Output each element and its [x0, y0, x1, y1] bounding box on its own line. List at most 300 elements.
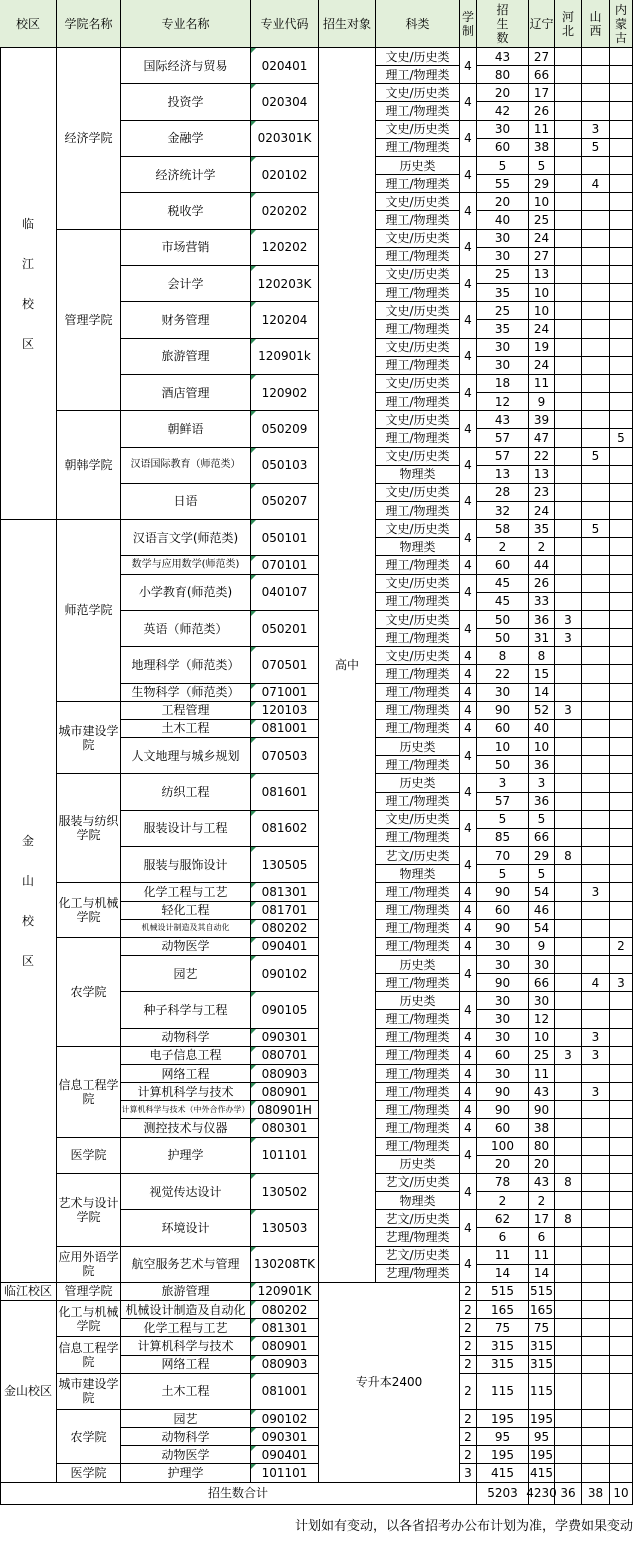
major-name: 护理学	[121, 1464, 251, 1482]
neimenggu-cell	[610, 1283, 633, 1301]
subject-cell: 理工/物理类	[376, 702, 460, 720]
hebei-cell	[555, 393, 582, 411]
major-code: 090301	[251, 1029, 319, 1047]
major-code: 081301	[251, 1319, 319, 1337]
years-cell: 2	[460, 1428, 477, 1446]
enroll-cell: 10	[477, 738, 529, 756]
major-code: 070503	[251, 738, 319, 774]
major-name: 汉语国际教育（师范类）	[121, 448, 251, 484]
enroll-cell: 2	[477, 538, 529, 556]
shanxi-cell	[582, 793, 610, 811]
footer-note: 计划如有变动，以各省招考办公布计划为准，学费如果变动	[294, 1519, 633, 1534]
hebei-cell	[555, 1101, 582, 1119]
hebei-cell	[555, 375, 582, 393]
major-name: 金融学	[121, 121, 251, 157]
enroll-cell: 50	[477, 629, 529, 647]
college-cell: 艺术与设计学院	[57, 1174, 121, 1247]
shanxi-cell	[582, 1228, 610, 1246]
shanxi-cell	[582, 1464, 610, 1482]
shanxi-cell	[582, 665, 610, 683]
liaoning-cell: 26	[529, 102, 555, 120]
years-cell: 4	[460, 48, 477, 84]
neimenggu-cell	[610, 1010, 633, 1028]
shanxi-cell: 4	[582, 175, 610, 193]
major-name: 动物科学	[121, 1029, 251, 1047]
major-code: 020202	[251, 193, 319, 229]
major-name: 土木工程	[121, 1374, 251, 1410]
shanxi-cell	[582, 266, 610, 284]
college-cell: 应用外语学院	[57, 1247, 121, 1283]
major-name: 网络工程	[121, 1356, 251, 1374]
enroll-cell: 25	[477, 302, 529, 320]
shanxi-cell	[582, 48, 610, 66]
enroll-cell: 115	[477, 1374, 529, 1410]
header-shanxi: 山 西	[582, 0, 610, 48]
header-years: 学 制	[460, 0, 477, 48]
major-name: 人文地理与城乡规划	[121, 738, 251, 774]
hebei-cell	[555, 992, 582, 1010]
liaoning-cell: 38	[529, 139, 555, 157]
shanxi-cell	[582, 593, 610, 611]
enroll-cell: 30	[477, 339, 529, 357]
hebei-cell	[555, 920, 582, 938]
hebei-cell	[555, 1283, 582, 1301]
liaoning-cell: 115	[529, 1374, 555, 1410]
years-cell: 4	[460, 266, 477, 302]
subject-cell: 历史类	[376, 157, 460, 175]
hebei-cell	[555, 1065, 582, 1083]
enroll-cell: 90	[477, 883, 529, 901]
major-name: 航空服务艺术与管理	[121, 1247, 251, 1283]
shanxi-cell	[582, 302, 610, 320]
major-name: 动物医学	[121, 1446, 251, 1464]
subject-cell: 理工/物理类	[376, 139, 460, 157]
liaoning-cell: 36	[529, 793, 555, 811]
years-cell: 2	[460, 1319, 477, 1337]
major-name: 护理学	[121, 1138, 251, 1174]
subject-cell: 历史类	[376, 774, 460, 792]
shanxi-cell	[582, 66, 610, 84]
neimenggu-cell	[610, 193, 633, 211]
major-name: 化学工程与工艺	[121, 1319, 251, 1337]
years-cell: 4	[460, 883, 477, 901]
shanxi-cell	[582, 629, 610, 647]
subject-cell: 理工/物理类	[376, 211, 460, 229]
liaoning-cell: 19	[529, 339, 555, 357]
neimenggu-cell	[610, 1156, 633, 1174]
enroll-cell: 60	[477, 902, 529, 920]
major-name: 税收学	[121, 193, 251, 229]
enroll-cell: 57	[477, 429, 529, 447]
enroll-cell: 14	[477, 1265, 529, 1283]
neimenggu-cell	[610, 375, 633, 393]
shanxi-cell	[582, 502, 610, 520]
years-cell: 4	[460, 1047, 477, 1065]
hebei-cell	[555, 448, 582, 466]
major-code: 050201	[251, 611, 319, 647]
hebei-cell	[555, 811, 582, 829]
major-name: 小学教育(师范类)	[121, 575, 251, 611]
neimenggu-cell	[610, 121, 633, 139]
hebei-cell	[555, 339, 582, 357]
hebei-cell	[555, 1265, 582, 1283]
major-name: 化学工程与工艺	[121, 883, 251, 901]
enroll-cell: 30	[477, 248, 529, 266]
hebei-cell	[555, 1319, 582, 1337]
subject-cell: 艺理/物理类	[376, 1265, 460, 1283]
subject-cell: 文史/历史类	[376, 48, 460, 66]
subject-cell: 文史/历史类	[376, 230, 460, 248]
years-cell: 4	[460, 556, 477, 574]
years-cell: 4	[460, 157, 477, 193]
shanxi-cell	[582, 1174, 610, 1192]
major-name: 环境设计	[121, 1210, 251, 1246]
hebei-cell	[555, 956, 582, 974]
shanxi-cell	[582, 556, 610, 574]
liaoning-cell: 33	[529, 593, 555, 611]
shanxi-cell	[582, 1283, 610, 1301]
hebei-cell	[555, 665, 582, 683]
enroll-cell: 30	[477, 1065, 529, 1083]
major-code: 071001	[251, 684, 319, 702]
header-hebei: 河 北	[555, 0, 582, 48]
major-code: 070101	[251, 556, 319, 574]
enroll-cell: 5	[477, 811, 529, 829]
enroll-cell: 195	[477, 1446, 529, 1464]
enroll-cell: 62	[477, 1210, 529, 1228]
liaoning-cell: 47	[529, 429, 555, 447]
liaoning-cell: 75	[529, 1319, 555, 1337]
major-code: 020102	[251, 157, 319, 193]
liaoning-cell: 2	[529, 538, 555, 556]
shanxi-cell	[582, 484, 610, 502]
neimenggu-cell	[610, 1138, 633, 1156]
enroll-cell: 60	[477, 720, 529, 738]
neimenggu-cell: 2	[610, 938, 633, 956]
liaoning-cell: 5	[529, 157, 555, 175]
liaoning-cell: 315	[529, 1356, 555, 1374]
enroll-cell: 315	[477, 1356, 529, 1374]
neimenggu-cell	[610, 684, 633, 702]
neimenggu-cell: 3	[610, 974, 633, 992]
subject-cell: 理工/物理类	[376, 720, 460, 738]
subject-cell: 文史/历史类	[376, 448, 460, 466]
liaoning-cell: 25	[529, 211, 555, 229]
shanxi-cell	[582, 738, 610, 756]
shanxi-cell	[582, 1374, 610, 1410]
major-code: 090401	[251, 1446, 319, 1464]
hebei-cell: 3	[555, 629, 582, 647]
hebei-cell	[555, 193, 582, 211]
shanxi-cell	[582, 611, 610, 629]
liaoning-cell: 24	[529, 320, 555, 338]
years-cell: 2	[460, 1356, 477, 1374]
shanxi-cell	[582, 1356, 610, 1374]
subject-cell: 理工/物理类	[376, 829, 460, 847]
enroll-cell: 13	[477, 466, 529, 484]
enroll-cell: 60	[477, 1119, 529, 1137]
subject-cell: 理工/物理类	[376, 883, 460, 901]
hebei-cell	[555, 48, 582, 66]
neimenggu-cell	[610, 629, 633, 647]
shanxi-cell	[582, 1192, 610, 1210]
hebei-cell	[555, 865, 582, 883]
enroll-cell: 85	[477, 829, 529, 847]
liaoning-cell: 415	[529, 1464, 555, 1482]
subject-cell: 文史/历史类	[376, 520, 460, 538]
target-cell: 高中	[319, 48, 376, 1283]
major-name: 电子信息工程	[121, 1047, 251, 1065]
major-code: 120901K	[251, 1283, 319, 1301]
neimenggu-cell	[610, 484, 633, 502]
liaoning-cell: 11	[529, 375, 555, 393]
major-code: 080903	[251, 1356, 319, 1374]
hebei-cell	[555, 1029, 582, 1047]
years-cell: 4	[460, 938, 477, 956]
liaoning-cell: 66	[529, 829, 555, 847]
enroll-cell: 70	[477, 847, 529, 865]
liaoning-cell: 10	[529, 193, 555, 211]
subject-cell: 理工/物理类	[376, 393, 460, 411]
major-code: 020401	[251, 48, 319, 84]
neimenggu-cell	[610, 211, 633, 229]
major-code: 120204	[251, 302, 319, 338]
major-code: 080903	[251, 1065, 319, 1083]
shanxi-cell	[582, 230, 610, 248]
header-subject: 科类	[376, 0, 460, 48]
shanxi-cell	[582, 938, 610, 956]
major-code: 130208TK	[251, 1247, 319, 1283]
enroll-cell: 30	[477, 1010, 529, 1028]
enroll-cell: 57	[477, 448, 529, 466]
header-college: 学院名称	[57, 0, 121, 48]
hebei-cell	[555, 756, 582, 774]
major-name: 会计学	[121, 266, 251, 302]
liaoning-cell: 11	[529, 121, 555, 139]
neimenggu-cell	[610, 66, 633, 84]
shanxi-cell	[582, 811, 610, 829]
neimenggu-cell	[610, 1192, 633, 1210]
college-cell: 信息工程学院	[57, 1337, 121, 1373]
neimenggu-cell	[610, 647, 633, 665]
enroll-cell: 35	[477, 284, 529, 302]
major-name: 计算机科学与技术	[121, 1337, 251, 1355]
major-name: 市场营销	[121, 230, 251, 266]
hebei-cell	[555, 1228, 582, 1246]
hebei-cell	[555, 774, 582, 792]
neimenggu-cell	[610, 448, 633, 466]
major-name: 生物科学（师范类）	[121, 684, 251, 702]
shanxi-cell	[582, 157, 610, 175]
neimenggu-cell	[610, 1047, 633, 1065]
subject-cell: 理工/物理类	[376, 1029, 460, 1047]
shanxi-cell	[582, 774, 610, 792]
neimenggu-cell	[610, 883, 633, 901]
neimenggu-cell	[610, 102, 633, 120]
subject-cell: 文史/历史类	[376, 121, 460, 139]
enroll-cell: 515	[477, 1283, 529, 1301]
neimenggu-cell	[610, 1356, 633, 1374]
neimenggu-cell	[610, 84, 633, 102]
liaoning-cell: 12	[529, 1010, 555, 1028]
major-code: 080202	[251, 920, 319, 938]
shanxi-cell	[582, 1301, 610, 1319]
hebei-cell: 3	[555, 611, 582, 629]
years-cell: 4	[460, 811, 477, 847]
major-name: 旅游管理	[121, 339, 251, 375]
major-code: 050101	[251, 520, 319, 556]
hebei-cell	[555, 883, 582, 901]
enroll-cell: 20	[477, 84, 529, 102]
shanxi-cell	[582, 1410, 610, 1428]
major-name: 经济统计学	[121, 157, 251, 193]
shanxi-cell	[582, 429, 610, 447]
liaoning-cell: 46	[529, 902, 555, 920]
hebei-cell	[555, 556, 582, 574]
subject-cell: 理工/物理类	[376, 756, 460, 774]
shanxi-cell: 3	[582, 1029, 610, 1047]
header-liaoning: 辽宁	[529, 0, 555, 48]
major-code: 050209	[251, 411, 319, 447]
enroll-cell: 28	[477, 484, 529, 502]
shanxi-cell	[582, 756, 610, 774]
major-name: 投资学	[121, 84, 251, 120]
liaoning-cell: 36	[529, 756, 555, 774]
neimenggu-cell	[610, 411, 633, 429]
liaoning-cell: 38	[529, 1119, 555, 1137]
neimenggu-cell	[610, 738, 633, 756]
major-name: 网络工程	[121, 1065, 251, 1083]
liaoning-cell: 5	[529, 865, 555, 883]
header-code: 专业代码	[251, 0, 319, 48]
years-cell: 4	[460, 847, 477, 883]
subject-cell: 理工/物理类	[376, 320, 460, 338]
liaoning-cell: 10	[529, 1029, 555, 1047]
hebei-cell	[555, 429, 582, 447]
liaoning-cell: 8	[529, 647, 555, 665]
shanxi-cell	[582, 920, 610, 938]
enroll-cell: 5	[477, 157, 529, 175]
major-code: 120202	[251, 230, 319, 266]
major-code: 080901	[251, 1083, 319, 1101]
liaoning-cell: 66	[529, 974, 555, 992]
major-code: 081001	[251, 1374, 319, 1410]
total-neimenggu: 10	[610, 1483, 633, 1505]
years-cell: 4	[460, 84, 477, 120]
liaoning-cell: 95	[529, 1428, 555, 1446]
college-cell: 医学院	[57, 1464, 121, 1482]
years-cell: 4	[460, 375, 477, 411]
neimenggu-cell	[610, 1101, 633, 1119]
liaoning-cell: 11	[529, 1247, 555, 1265]
hebei-cell	[555, 1356, 582, 1374]
neimenggu-cell	[610, 1446, 633, 1464]
hebei-cell	[555, 1156, 582, 1174]
enroll-cell: 60	[477, 556, 529, 574]
hebei-cell	[555, 1374, 582, 1410]
header-neimenggu: 内 蒙 古	[610, 0, 633, 48]
major-code: 080901	[251, 1337, 319, 1355]
years-cell: 2	[460, 1446, 477, 1464]
hebei-cell	[555, 829, 582, 847]
hebei-cell	[555, 575, 582, 593]
shanxi-cell	[582, 1319, 610, 1337]
college-cell: 服装与纺织学院	[57, 774, 121, 883]
neimenggu-cell	[610, 48, 633, 66]
years-cell: 2	[460, 1410, 477, 1428]
header-major: 专业名称	[121, 0, 251, 48]
shanxi-cell: 3	[582, 1083, 610, 1101]
liaoning-cell: 20	[529, 1156, 555, 1174]
years-cell: 2	[460, 1337, 477, 1355]
shanxi-cell: 5	[582, 139, 610, 157]
years-cell: 4	[460, 665, 477, 683]
enroll-cell: 20	[477, 1156, 529, 1174]
years-cell: 4	[460, 992, 477, 1028]
hebei-cell: 8	[555, 1210, 582, 1228]
hebei-cell	[555, 211, 582, 229]
major-name: 国际经济与贸易	[121, 48, 251, 84]
years-cell: 4	[460, 411, 477, 447]
enroll-cell: 60	[477, 1047, 529, 1065]
years-cell: 4	[460, 720, 477, 738]
campus-cell: 金山校区	[0, 1301, 57, 1483]
subject-cell: 文史/历史类	[376, 484, 460, 502]
major-name: 计算机科学与技术	[121, 1083, 251, 1101]
hebei-cell	[555, 1192, 582, 1210]
shanxi-cell	[582, 847, 610, 865]
neimenggu-cell	[610, 466, 633, 484]
shanxi-cell	[582, 1446, 610, 1464]
hebei-cell	[555, 520, 582, 538]
major-code: 081601	[251, 774, 319, 810]
liaoning-cell: 9	[529, 938, 555, 956]
liaoning-cell: 29	[529, 175, 555, 193]
liaoning-cell: 10	[529, 284, 555, 302]
years-cell: 3	[460, 1464, 477, 1482]
major-name: 地理科学（师范类）	[121, 647, 251, 683]
major-code: 130503	[251, 1210, 319, 1246]
subject-cell: 理工/物理类	[376, 429, 460, 447]
years-cell: 4	[460, 902, 477, 920]
shanxi-cell	[582, 538, 610, 556]
neimenggu-cell	[610, 1065, 633, 1083]
hebei-cell	[555, 647, 582, 665]
total-enroll: 5203	[477, 1483, 529, 1505]
major-name: 服装设计与工程	[121, 811, 251, 847]
neimenggu-cell	[610, 1210, 633, 1228]
enroll-cell: 8	[477, 647, 529, 665]
liaoning-cell: 52	[529, 702, 555, 720]
campus-cell: 金 山 校 区	[0, 520, 57, 1283]
major-code: 020301K	[251, 121, 319, 157]
enroll-cell: 100	[477, 1138, 529, 1156]
enroll-cell: 2	[477, 1192, 529, 1210]
subject-cell: 理工/物理类	[376, 920, 460, 938]
subject-cell: 理工/物理类	[376, 1083, 460, 1101]
header-campus: 校区	[0, 0, 57, 48]
total-shanxi: 38	[582, 1483, 610, 1505]
major-name: 酒店管理	[121, 375, 251, 411]
enroll-cell: 22	[477, 665, 529, 683]
subject-cell: 理工/物理类	[376, 593, 460, 611]
enroll-cell: 42	[477, 102, 529, 120]
years-cell: 4	[460, 230, 477, 266]
shanxi-cell	[582, 466, 610, 484]
hebei-cell	[555, 157, 582, 175]
neimenggu-cell	[610, 847, 633, 865]
hebei-cell: 8	[555, 847, 582, 865]
